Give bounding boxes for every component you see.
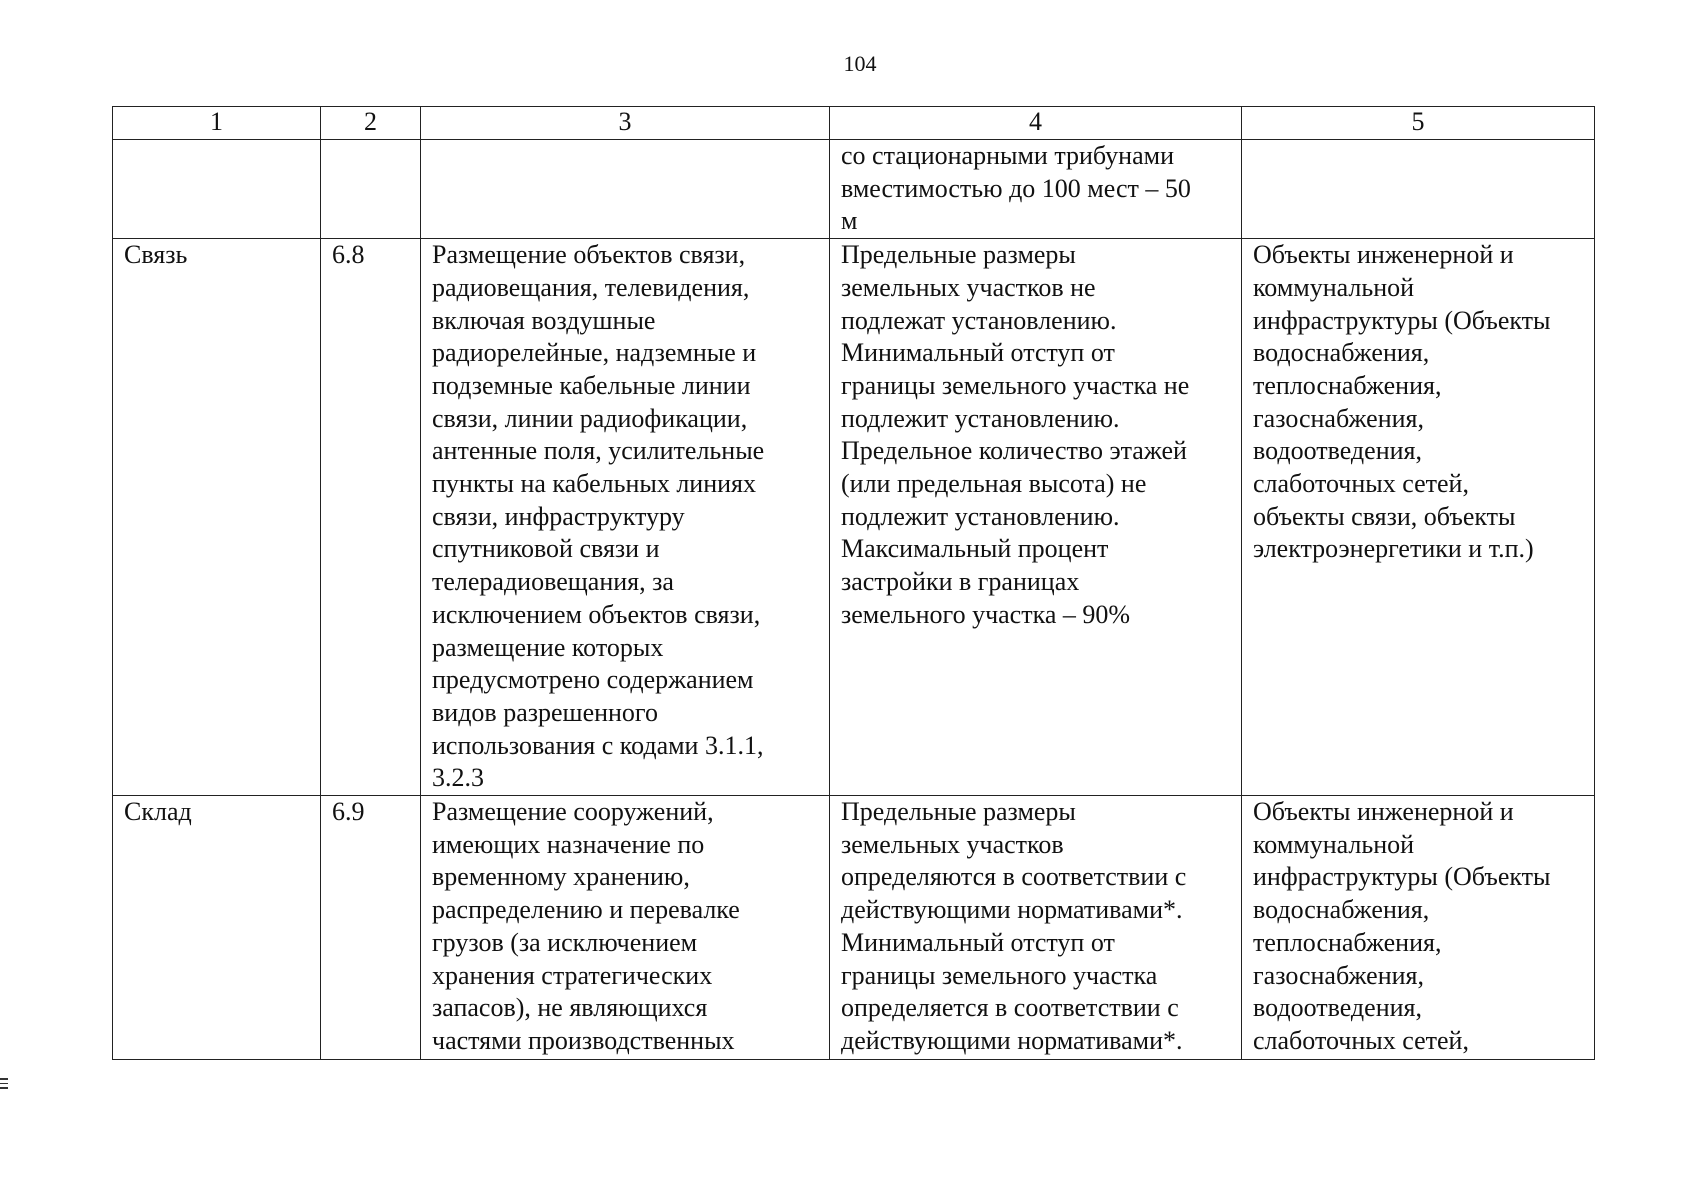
land-use-table [112, 106, 1595, 1060]
use-code-cell: 6.9 [321, 796, 421, 1060]
use-name-cell: Склад [113, 796, 321, 1060]
use-code-cell [321, 140, 421, 239]
use-code-cell: 6.8 [321, 239, 421, 796]
parameters-cell: Предельные размеры земельных участков определяются в соответствии с действующими нормативами*. Минимальный отступ от границы земельного участка определяется в соответствии с действующими нормативами*. [830, 796, 1242, 1060]
column-header-4: 4 [830, 107, 1242, 140]
use-description-cell: Размещение сооружений, имеющих назначение по временному хранению, распределению и перевалке грузов (за исключением хранения стратегических запасов), не являющихся частями производственных [421, 796, 830, 1060]
table-row [113, 796, 1595, 1060]
auxiliary-uses-cell: Объекты инженерной и коммунальной инфраструктуры (Объекты водоснабжения, теплоснабжения, газоснабжения, водоотведения, слаботочных сетей, объекты связи, объекты электроэнергетики и т.п.) [1242, 239, 1595, 796]
use-description-cell: Размещение объектов связи, радиовещания, телевидения, включая воздушные радиорелейные, надземные и подземные кабельные линии связи, линии радиофикации, антенные поля, усилительные пункты на кабельных линиях связи, инфраструктуру спутниковой связи и телерадиовещания, за исключением объектов связи, размещение которых предусмотрено содержанием видов разрешенного использования с кодами 3.1.1, 3.2.3 [421, 239, 830, 796]
column-header-1: 1 [113, 107, 321, 140]
table-header-row [113, 107, 1595, 140]
table-row [113, 239, 1595, 796]
page-number: 104 [843, 51, 877, 76]
column-header-5: 5 [1242, 107, 1595, 140]
use-name-cell [113, 140, 321, 239]
parameters-cell: со стационарными трибунами вместимостью до 100 мест – 50 м [830, 140, 1242, 239]
column-header-3: 3 [421, 107, 830, 140]
auxiliary-uses-cell [1242, 140, 1595, 239]
scan-margin-mark [0, 1078, 8, 1090]
parameters-cell: Предельные размеры земельных участков не подлежат установлению. Минимальный отступ от границы земельного участка не подлежит установлению. Предельное количество этажей (или предельная высота) не подлежит установлению. Максимальный процент застройки в границах земельного участка – 90% [830, 239, 1242, 796]
table-row [113, 140, 1595, 239]
column-header-2: 2 [321, 107, 421, 140]
auxiliary-uses-cell: Объекты инженерной и коммунальной инфраструктуры (Объекты водоснабжения, теплоснабжения, газоснабжения, водоотведения, слаботочных сетей, [1242, 796, 1595, 1060]
use-description-cell [421, 140, 830, 239]
use-name-cell: Связь [113, 239, 321, 796]
